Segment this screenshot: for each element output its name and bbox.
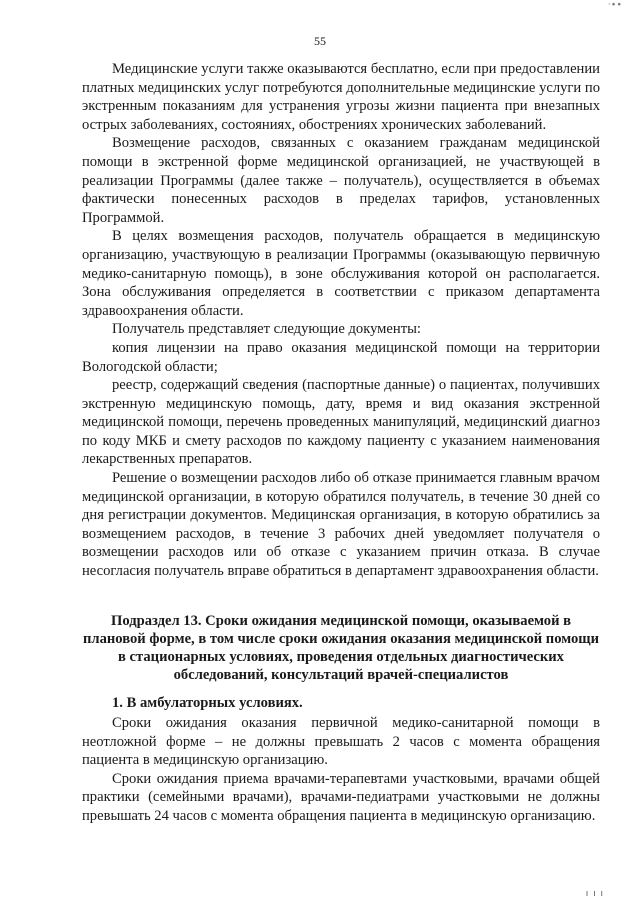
paragraph: Возмещение расходов, связанных с оказанием гражданам медицинской помощи в экстренной форме медицинской организацией, не участвующей в реализации Программы (далее также – получатель), осуществляется в объемах фактически понесенных расходов в пределах тарифов, установленных Программой. — [82, 135, 600, 226]
scan-artifact: ·∙∙ — [607, 0, 622, 10]
paragraph: реестр, содержащий сведения (паспортные данные) о пациентах, получивших экстренную медицинскую помощь, дату, время и вид оказания экстренной медицинской помощи, перечень проведенных манипуляций, медицинский диагноз по коду МКБ и смету расходов по каждому пациенту с указанием наименования лекарственных препаратов. — [82, 377, 600, 468]
section-heading-block — [82, 612, 600, 684]
paragraph: В целях возмещения расходов, получатель обращается в медицинскую организацию, участвующую в реализации Программы (оказывающую первичную медико-санитарную помощь), в зоне обслуживания которой он располагается. Зона обслуживания определяется в соответствии с приказом департамента здравоохранения области. — [82, 228, 600, 319]
subheading-block — [82, 694, 600, 712]
page-number: 55 — [314, 34, 326, 48]
paragraph: Сроки ожидания приема врачами-терапевтами участковыми, врачами общей практики (семейными врачами), врачами-педиатрами участковыми не должны превышать 24 часов с момента обращения пациента в медицинскую организацию. — [82, 770, 600, 824]
footer-artifact: ı ı ı — [585, 889, 604, 899]
paragraph: Сроки ожидания оказания первичной медико-санитарной помощи в неотложной форме – не должны превышать 2 часов с момента обращения пациента в медицинскую организацию. — [82, 715, 600, 769]
paragraph: копия лицензии на право оказания медицинской помощи на территории Вологодской области; — [82, 339, 600, 375]
section-heading: Подраздел 13. Сроки ожидания медицинской помощи, оказываемой в плановой форме, в том числе сроки ожидания оказания медицинской помощи в стационарных условиях, проведения отдельных диагностических обследований, консультаций врачей-специалистов — [82, 613, 600, 683]
subheading: 1. В амбулаторных условиях. — [112, 695, 303, 711]
paragraph: Медицинские услуги также оказываются бесплатно, если при предоставлении платных медицинских услуг потребуются дополнительные медицинские услуги по экстренным показаниям для устранения угрозы жизни пациента при внезапных острых заболеваниях, состояниях, обострениях хронических заболеваний. — [82, 61, 600, 133]
paragraph: Решение о возмещении расходов либо об отказе принимается главным врачом медицинской организации, в которую обратился получатель, в течение 30 дней со дня регистрации документов. Медицинская организация, в которую обратились за возмещением расходов, в течение 3 рабочих дней уведомляет получателя о возмещении расходов или об отказе с указанием причин отказа. В случае несогласия получатель вправе обратиться в департамент здравоохранения области. — [82, 470, 600, 580]
body-text-bottom — [82, 714, 600, 826]
paragraph: Получатель представляет следующие документы: — [112, 321, 421, 338]
body-text-top — [82, 60, 600, 581]
